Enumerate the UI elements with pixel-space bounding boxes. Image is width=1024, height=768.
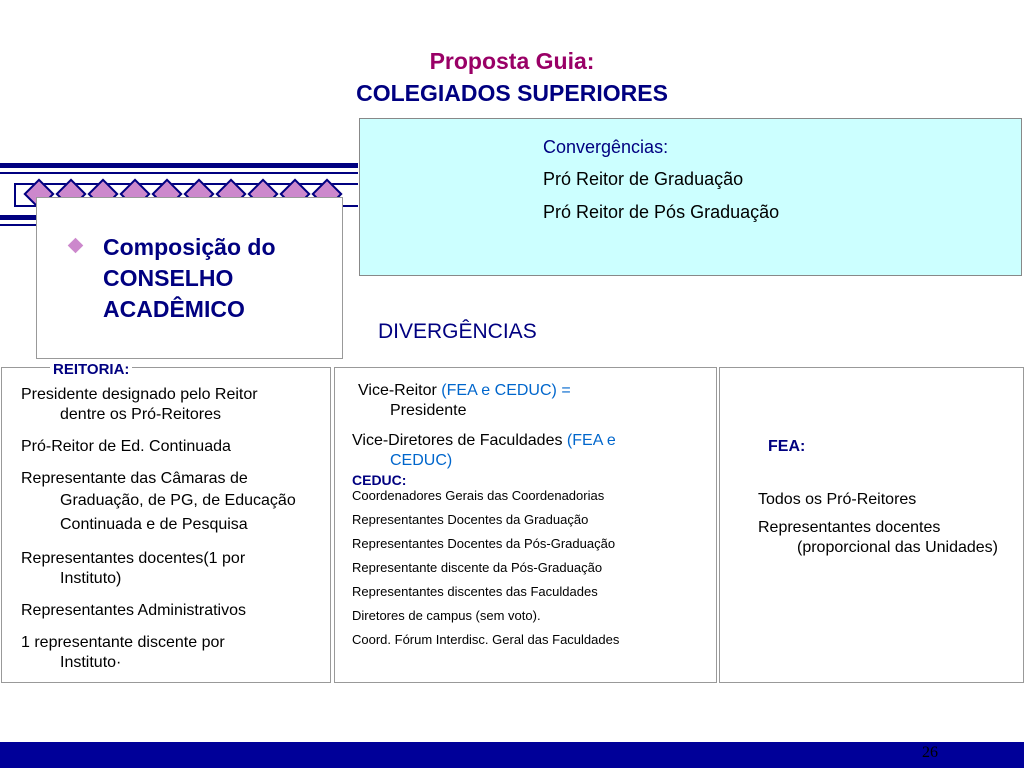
list-item-text: Representantes Administrativos [21, 602, 246, 619]
vice-diretores-note: (FEA e [566, 432, 616, 449]
list-item-text: Pró-Reitor de Ed. Continuada [21, 438, 231, 455]
list-item [21, 601, 329, 621]
ceduc-label: CEDUC: [352, 472, 407, 488]
list-item-continuation: Graduação, de PG, de Educação Continuada e de Pesquisa [60, 492, 296, 533]
list-item-text: Representantes docentes(1 por [21, 550, 246, 567]
ceduc-item: Representante discente da Pós-Graduação [352, 560, 603, 575]
list-item-continuation: (proporcional das Unidades) [797, 539, 998, 556]
ceduc-item: Representantes discentes das Faculdades [352, 584, 598, 599]
ceduc-item: Diretores de campus (sem voto). [352, 608, 541, 623]
vice-reitor-item [352, 381, 712, 421]
list-item [21, 469, 329, 537]
vice-reitor-continuation: Presidente [390, 402, 467, 419]
fea-label: FEA: [768, 438, 806, 455]
title-line-1: Proposta Guia: [429, 48, 595, 74]
decorative-stripe-bottom-thin [0, 224, 36, 226]
fea-ceduc-list [352, 381, 712, 656]
convergencias-title: Convergências: [543, 137, 669, 157]
decorative-stripe-thin [0, 172, 358, 174]
fea-list [758, 490, 1018, 566]
convergencia-item: Pró Reitor de Graduação [543, 169, 744, 189]
list-item [21, 385, 329, 425]
list-item-continuation: Instituto) [60, 570, 122, 587]
list-item-text: Representante das Câmaras de [21, 470, 248, 487]
title-line-2: COLEGIADOS SUPERIORES [356, 80, 668, 106]
list-item [758, 518, 1018, 558]
decorative-stripe-bottom [0, 215, 36, 220]
list-item-continuation: dentre os Pró-Reitores [60, 406, 221, 423]
list-item [21, 549, 329, 589]
list-item [758, 490, 1018, 510]
list-item [21, 437, 329, 457]
list-item-text: Presidente designado pelo Reitor [21, 386, 258, 403]
vice-reitor-note: (FEA e CEDUC) = [441, 382, 571, 399]
convergencias-box [359, 118, 1022, 276]
list-item-text: 1 representante discente por [21, 634, 225, 651]
list-item-continuation: Instituto· [60, 654, 122, 671]
divergencias-title: DIVERGÊNCIAS [378, 320, 537, 343]
footer-bar [0, 742, 1024, 768]
slide-number: 26 [922, 744, 938, 761]
vice-diretores-item [352, 431, 712, 471]
ceduc-item: Representantes Docentes da Pós-Graduação [352, 536, 616, 551]
list-item [21, 633, 329, 673]
list-item-text: Todos os Pró-Reitores [758, 491, 917, 508]
vice-reitor-label: Vice-Reitor [358, 382, 442, 399]
convergencia-item: Pró Reitor de Pós Graduação [543, 202, 780, 222]
reitoria-label: REITORIA: [50, 361, 132, 378]
composicao-text: Composição do CONSELHO ACADÊMICO [103, 234, 276, 322]
ceduc-item: Representantes Docentes da Graduação [352, 512, 589, 527]
decorative-stripe-top [0, 163, 358, 168]
ceduc-item: Coord. Fórum Interdisc. Geral das Faculdades [352, 632, 620, 647]
list-item-text: Representantes docentes [758, 519, 941, 536]
ceduc-item: Coordenadores Gerais das Coordenadorias [352, 488, 605, 503]
vice-diretores-continuation: CEDUC) [390, 452, 453, 469]
vice-diretores-label: Vice-Diretores de Faculdades [352, 432, 567, 449]
reitoria-list [21, 385, 329, 685]
